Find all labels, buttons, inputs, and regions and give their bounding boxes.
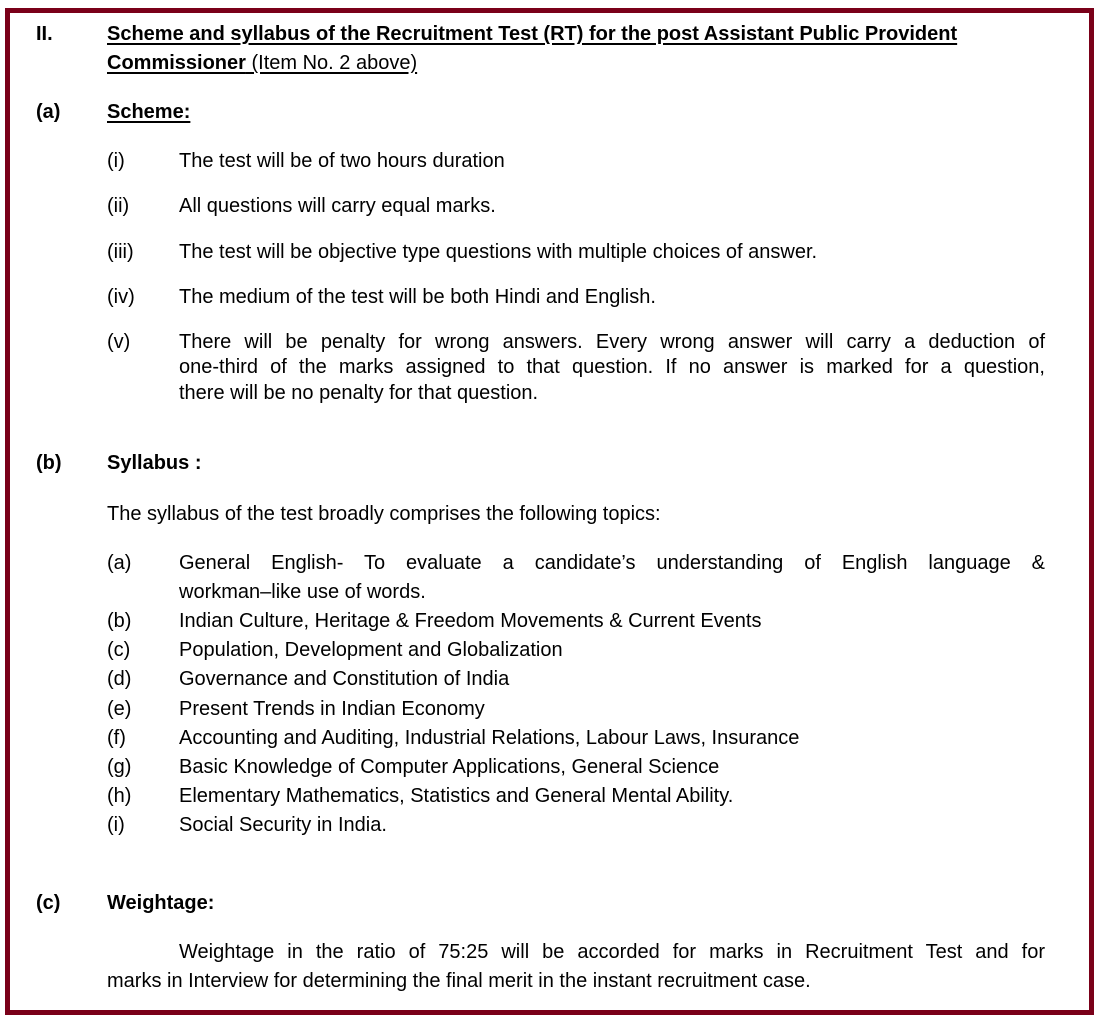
syllabus-intro: The syllabus of the test broadly comprises the following topics: xyxy=(107,503,661,525)
syllabus-item-text: Elementary Mathematics, Statistics and General Mental Ability. xyxy=(179,785,734,807)
syllabus-item-text-line1: General English- To evaluate a candidate’s understanding of English language & xyxy=(179,552,1045,574)
syllabus-item-num: (i) xyxy=(107,814,125,836)
weightage-text-line2: marks in Interview for determining the final merit in the instant recruitment case. xyxy=(107,970,811,992)
syllabus-item-num: (c) xyxy=(107,639,131,661)
section-title-line2 xyxy=(107,50,417,76)
syllabus-item-text: Social Security in India. xyxy=(179,814,387,836)
scheme-item-text-line1: There will be penalty for wrong answers. Every wrong answer will carry a deduction of xyxy=(179,331,1045,353)
syllabus-item-num: (g) xyxy=(107,756,132,778)
syllabus-item-text-line2: workman–like use of words. xyxy=(179,581,426,603)
scheme-item-num: (iv) xyxy=(107,286,135,308)
weightage-heading: Weightage: xyxy=(107,892,215,914)
scheme-item-text: The test will be objective type questions with multiple choices of answer. xyxy=(179,241,818,263)
weightage-text-line1: Weightage in the ratio of 75:25 will be accorded for marks in Recruitment Test and for xyxy=(179,941,1045,963)
section-title-suffix: (Item No. 2 above) xyxy=(245,52,418,74)
scheme-label: (a) xyxy=(36,101,61,123)
scheme-item-num: (iii) xyxy=(107,241,134,263)
scheme-heading: Scheme: xyxy=(107,101,191,123)
scheme-item-text: All questions will carry equal marks. xyxy=(179,195,496,217)
scheme-item-text: The medium of the test will be both Hindi and English. xyxy=(179,286,656,308)
syllabus-item-num: (e) xyxy=(107,698,132,720)
scheme-item-text: The test will be of two hours duration xyxy=(179,150,505,172)
syllabus-item-text: Present Trends in Indian Economy xyxy=(179,698,485,720)
section-title: Scheme and syllabus of the Recruitment Test (RT) for the post Assistant Public Provident xyxy=(107,23,958,45)
syllabus-item-text: Indian Culture, Heritage & Freedom Movements & Current Events xyxy=(179,610,762,632)
weightage-label: (c) xyxy=(36,892,61,914)
syllabus-item-num: (d) xyxy=(107,668,132,690)
syllabus-item-text: Basic Knowledge of Computer Applications, General Science xyxy=(179,756,720,778)
syllabus-item-text: Accounting and Auditing, Industrial Relations, Labour Laws, Insurance xyxy=(179,727,800,749)
section-title-bold: Commissioner xyxy=(107,52,246,74)
scheme-item-text-line2: one-third of the marks assigned to that question. If no answer is marked for a question, xyxy=(179,356,1045,378)
scheme-item-num: (i) xyxy=(107,150,125,172)
syllabus-item-num: (b) xyxy=(107,610,132,632)
syllabus-item-text: Population, Development and Globalization xyxy=(179,639,563,661)
section-number: II. xyxy=(36,23,53,45)
syllabus-item-num: (f) xyxy=(107,727,126,749)
syllabus-item-text: Governance and Constitution of India xyxy=(179,668,510,690)
syllabus-label: (b) xyxy=(36,452,62,474)
scheme-item-text-line3: there will be no penalty for that question. xyxy=(179,382,539,404)
scheme-item-num: (v) xyxy=(107,331,131,353)
syllabus-heading: Syllabus : xyxy=(107,452,202,474)
syllabus-item-num: (a) xyxy=(107,552,132,574)
scheme-item-num: (ii) xyxy=(107,195,130,217)
syllabus-item-num: (h) xyxy=(107,785,132,807)
